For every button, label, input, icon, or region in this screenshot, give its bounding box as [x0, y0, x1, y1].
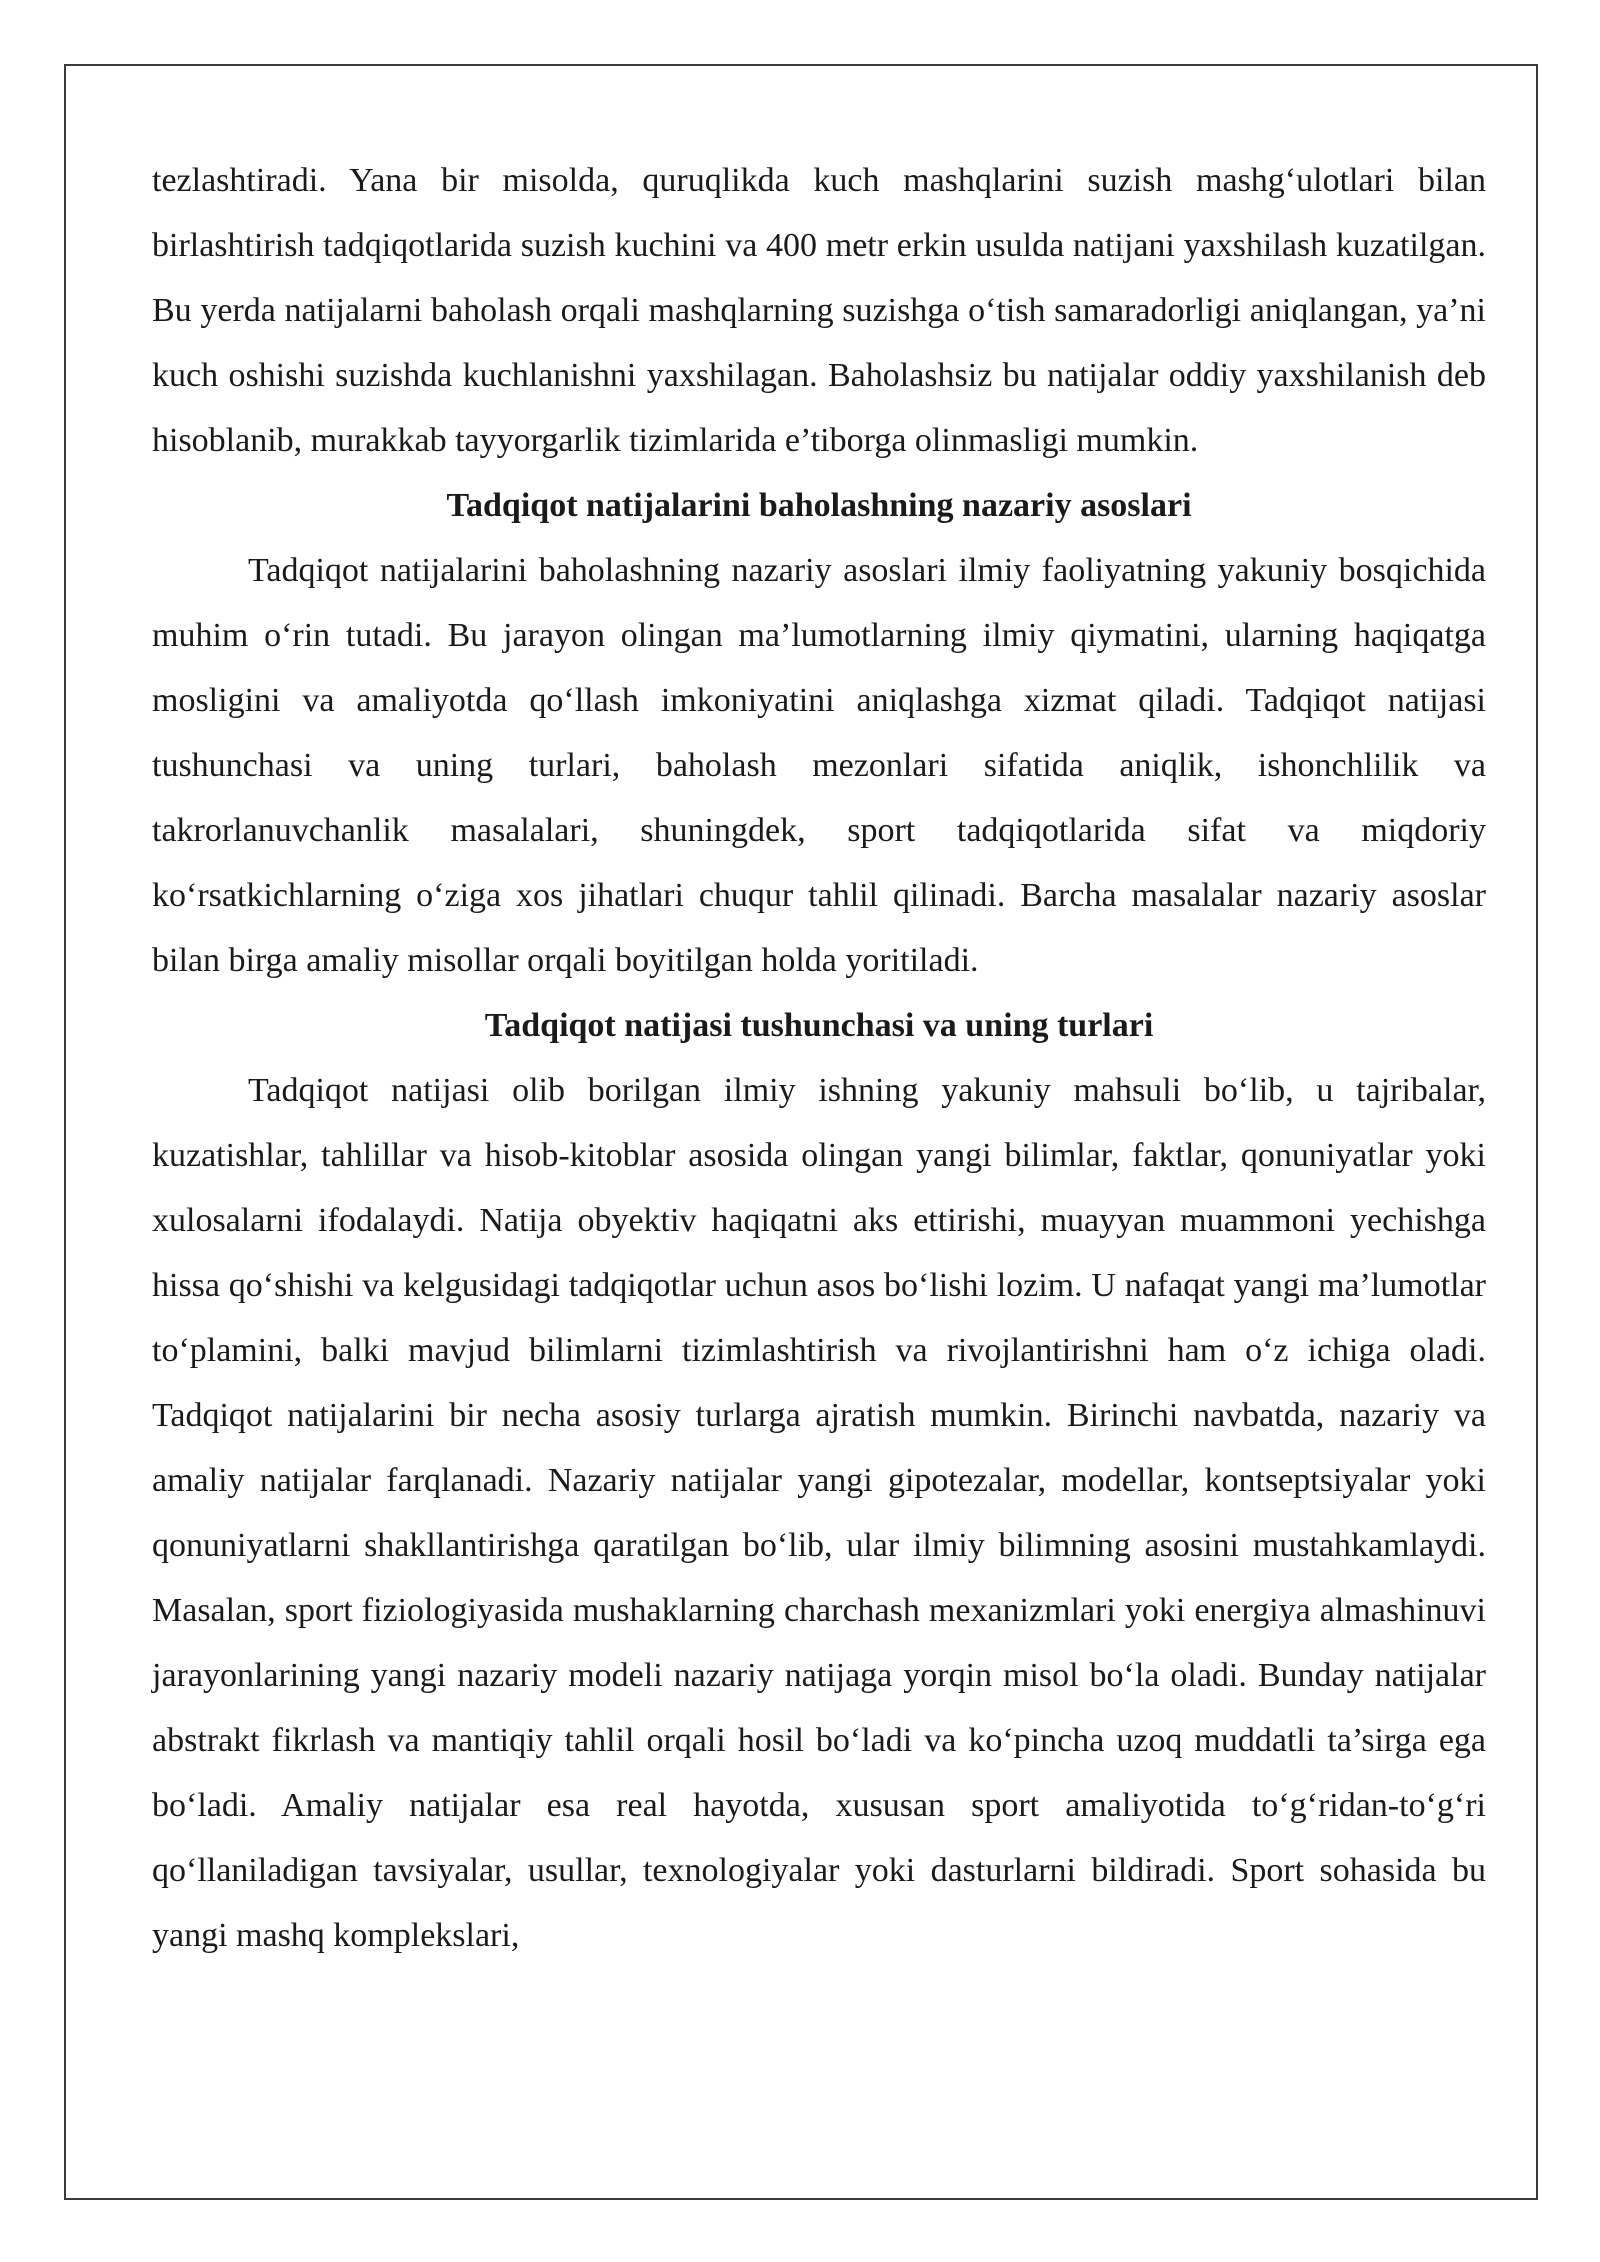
section-heading-result-concept: Tadqiqot natijasi tushunchasi va uning turlari	[484, 1007, 1154, 1044]
paragraph-result-concept: Tadqiqot natijasi olib borilgan ilmiy ishning yakuniy mahsuli bo‘lib, u tajribalar, kuzatishlar, tahlillar va hisob-kitoblar asosida olingan yangi bilimlar, faktlar, qonuniyatlar yoki xulosalarni ifodalaydi. Natija obyektiv haqiqatni aks ettirishi, muayyan muammoni yechishga hissa qo‘shishi va kelgusidagi tadqiqotlar uchun asos bo‘lishi lozim. U nafaqat yangi ma’lumotlar to‘plamini, balki mavjud bilimlarni tizimlashtirish va rivojlantirishni ham o‘z ichiga oladi. Tadqiqot natijalarini bir necha asosiy turlarga ajratish mumkin. Birinchi navbatda, nazariy va amaliy natijalar farqlanadi. Nazariy natijalar yangi gipotezalar, modellar, kontseptsiyalar yoki qonuniyatlarni shakllantirishga qaratilgan bo‘lib, ular ilmiy bilimning asosini mustahkamlaydi. Masalan, sport fiziologiyasida mushaklarning charchash mexanizmlari yoki energiya almashinuvi jarayonlarining yangi nazariy modeli nazariy natijaga yorqin misol bo‘la oladi. Bunday natijalar abstrakt fikrlash va mantiqiy tahlil orqali hosil bo‘ladi va ko‘pincha uzoq muddatli ta’sirga ega bo‘ladi. Amaliy natijalar esa real hayotda, xususan sport amaliyotida to‘g‘ridan-to‘g‘ri qo‘llaniladigan tavsiyalar, usullar, texnologiyalar yoki dasturlarni bildiradi. Sport sohasida bu yangi mashq komplekslari,	[152, 1072, 1486, 1954]
section-heading-theoretical-foundations: Tadqiqot natijalarini baholashning nazariy asoslari	[446, 487, 1192, 524]
paragraph-continuation: tezlashtiradi. Yana bir misolda, quruqlikda kuch mashqlarini suzish mashg‘ulotlari bilan birlashtirish tadqiqotlarida suzish kuchini va 400 metr erkin usulda natijani yaxshilash kuzatilgan. Bu yerda natijalarni baholash orqali mashqlarning suzishga o‘tish samaradorligi aniqlangan, ya’ni kuch oshishi suzishda kuchlanishni yaxshilagan. Baholashsiz bu natijalar oddiy yaxshilanish deb hisoblanib, murakkab tayyorgarlik tizimlarida e’tiborga olinmasligi mumkin.	[152, 162, 1486, 459]
paragraph-theoretical-foundations: Tadqiqot natijalarini baholashning nazariy asoslari ilmiy faoliyatning yakuniy bosqichida muhim o‘rin tutadi. Bu jarayon olingan ma’lumotlarning ilmiy qiymatini, ularning haqiqatga mosligini va amaliyotda qo‘llash imkoniyatini aniqlashga xizmat qiladi. Tadqiqot natijasi tushunchasi va uning turlari, baholash mezonlari sifatida aniqlik, ishonchlilik va takrorlanuvchanlik masalalari, shuningdek, sport tadqiqotlarida sifat va miqdoriy ko‘rsatkichlarning o‘ziga xos jihatlari chuqur tahlil qilinadi. Barcha masalalar nazariy asoslar bilan birga amaliy misollar orqali boyitilgan holda yoritiladi.	[152, 552, 1486, 979]
document-body	[152, 148, 1486, 1968]
